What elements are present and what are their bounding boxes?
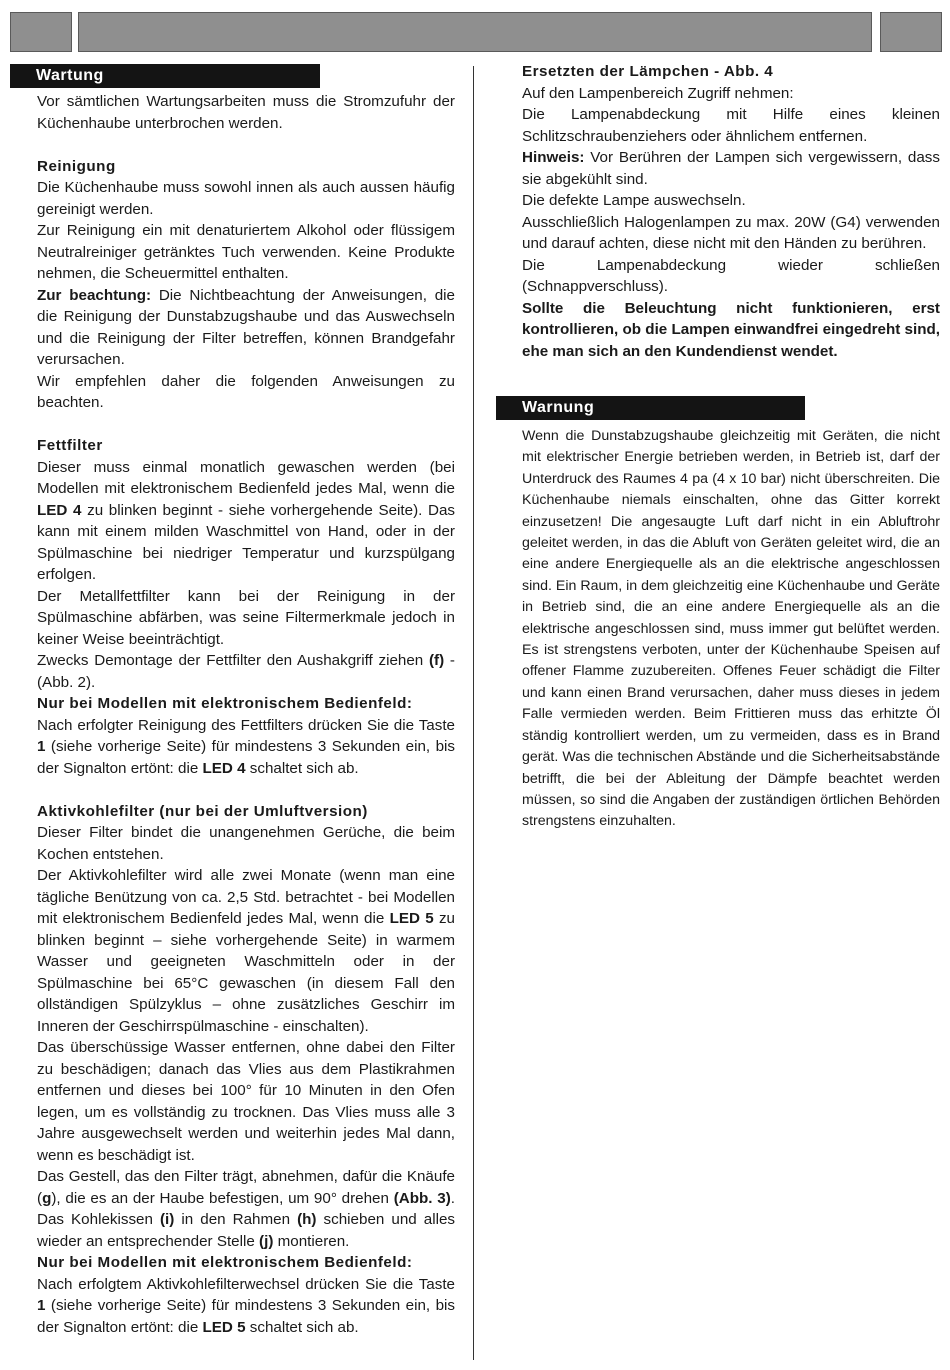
lamp-p6: Die Lampenabdeckung wieder schließen (Schnappverschluss).: [522, 256, 940, 295]
lamp-p3-label: Hinweis:: [522, 149, 585, 166]
aktiv-p2-b: zu blinken beginnt – siehe vorhergehende Seite) in warmem Wasser und geeigneten Waschmitteln oder in der Spülmaschine bei 65°C gewaschen (in diesem Fall den ollständigen Spülzyklus – ohne zusätzliches Geschirr im Inneren der Geschirrspülmaschine - einschalten).: [37, 910, 455, 1035]
right-column: [522, 61, 940, 362]
aktiv-p4-abb: (Abb. 3): [393, 1189, 451, 1207]
header-bar-right: [880, 12, 942, 52]
reinigung-p3-text: Die Nichtbeachtung der Anweisungen, die die Reinigung der Dunstabzugshaube und das Auswechseln und die Reinigung der Filter betreffen, können Brandgefahr verursachen.: [37, 286, 456, 368]
lamp-p2: Die Lampenabdeckung mit Hilfe eines kleinen Schlitzschraubenziehers oder ähnlichem entfernen.: [522, 106, 940, 145]
fettfilter-p5-led: LED 4: [202, 759, 246, 777]
aktiv-p6-c: schaltet sich ab.: [245, 1318, 359, 1336]
left-column: [37, 91, 455, 1338]
fettfilter-title: Fettfilter: [37, 437, 103, 454]
reinigung-p3: [37, 285, 455, 371]
aktiv-p1: Dieser Filter bindet die unangenehmen Gerüche, die beim Kochen entstehen.: [37, 824, 455, 863]
lamp-p4: Die defekte Lampe auswechseln.: [522, 192, 746, 209]
header-bar-left: [10, 12, 72, 52]
lamp-p1: Auf den Lampenbereich Zugriff nehmen:: [522, 84, 794, 102]
fettfilter-p1-led: LED 4: [37, 501, 82, 519]
fettfilter-p5-c: schaltet sich ab.: [245, 759, 359, 777]
aktiv-p4-d: in den Rahmen: [174, 1211, 298, 1228]
aktiv-p3: Das überschüssige Wasser entfernen, ohne dabei den Filter zu beschädigen; danach das Vlies aus dem Plastikrahmen entfernen und dieses bei 100° für 10 Minuten in den Ofen legen, um es vollständig zu trocknen. Das Vlies muss alle 3 Jahre ausgewechselt werden und weiterhin jedes Mal dann, wenn es beschädigt ist.: [37, 1039, 455, 1164]
aktiv-p6-led: LED 5: [202, 1318, 246, 1336]
lamp-p3-text: Vor Berühren der Lampen sich vergewissern, dass sie abgekühlt sind.: [522, 149, 940, 188]
fettfilter-p5-a: Nach erfolgter Reinigung des Fettfilters drücken Sie die Taste: [37, 716, 455, 734]
fettfilter-p1: [37, 457, 455, 586]
aktiv-p4-e: schieben und alles wieder an entsprechender Stelle: [37, 1211, 456, 1250]
aktiv-p4-b: ), die es an der Haube befestigen, um 90° drehen: [51, 1189, 394, 1207]
fettfilter-p3-a: Zwecks Demontage der Fettfilter den Aushakgriff ziehen: [37, 652, 429, 669]
fettfilter-p3-b: - (Abb. 2).: [37, 652, 455, 691]
aktiv-p2-led: LED 5: [389, 910, 434, 927]
fettfilter-p2: Der Metallfettfilter kann bei der Reinigung in der Spülmaschine abfärben, was seine Filtermerkmale jedoch in keiner Weise beeinträchtigt.: [37, 587, 455, 648]
aktiv-p6-a: Nach erfolgtem Aktivkohlefilterwechsel drücken Sie die Taste: [37, 1275, 455, 1293]
fettfilter-p5-1: 1: [37, 738, 46, 755]
aktiv-p4-c: . Das Kohlekissen: [37, 1189, 455, 1228]
aktiv-p2: [37, 865, 455, 1037]
fettfilter-p4: Nur bei Modellen mit elektronischem Bedienfeld:: [37, 695, 413, 712]
fettfilter-p5-b: (siehe vorherige Seite) für mindestens 3 Sekunden ein, bis der Signalton ertönt: die: [37, 738, 455, 777]
reinigung-p2: Zur Reinigung ein mit denaturiertem Alkohol oder flüssigem Neutralreiniger getränktes Tuch verwenden. Keine Produkte nehmen, die Scheuermittel enthalten.: [37, 222, 455, 282]
reinigung-p4: Wir empfehlen daher die folgenden Anweisungen zu beachten.: [37, 372, 455, 411]
lamp-p7: Sollte die Beleuchtung nicht funktionieren, erst kontrollieren, ob die Lampen einwandfrei eingedreht sind, ehe man sich an den Kundendienst wendet.: [522, 299, 940, 360]
fettfilter-p1-b: zu blinken beginnt - siehe vorhergehende Seite). Das kann mit einem milden Waschmittel von Hand, oder in der Spülmaschine bei niedriger Temperatur und kurzspülgang erfolgen.: [37, 501, 455, 583]
wartung-intro: Vor sämtlichen Wartungsarbeiten muss die Stromzufuhr der Küchenhaube unterbrochen werden.: [37, 93, 455, 132]
aktiv-p4-f: montieren.: [273, 1232, 350, 1250]
warnung-text: Wenn die Dunstabzugshaube gleichzeitig mit Geräten, die nicht mit elektrischer Energie betrieben werden, in Betrieb ist, darf der Unterdruck des Raumes 4 pa (4 x 10 bar) nicht überschreiten. Die Küchenhaube niemals einschalten, ohne das Gitter korrekt einzusetzen! Die angesaugte Luft darf nicht in ein Abluftrohr geleitet werden, in das die Abluft von Geräten geleitet wird, die an eine andere Energiequelle als an die elektrische angeschlossen sind. Ein Raum, in dem gleichzeitig eine Küchenhaube und Geräte in Betrieb sind, die an eine andere Energiequelle als an die elektrische angeschlossen sind, muss immer gut belüftet werden. Es ist strengstens verboten, unter der Küchenhaube Speisen auf offener Flamme zuzubereiten. Offenes Feuer schädigt die Filter und kann einen Brand verursachen, daher muss dieses in jedem Falle vermieden werden. Beim Frittieren muss das erhitzte Öl ständig kontrolliert werden, um zu vermeiden, dass es in Brand gerät. Was die technischen Abstände und die Sicherheitsabstände betrifft, die bei der Ableitung der Dämpfe beachtet werden müssen, so sind die Angaben der zuständigen örtlichen Behörden strengstens einzuhalten.: [522, 428, 941, 830]
column-divider: [473, 66, 474, 1360]
lamp-title: Ersetzten der Lämpchen - Abb. 4: [522, 63, 774, 80]
lamp-p3: [522, 147, 940, 190]
aktiv-p6: [37, 1274, 455, 1339]
aktiv-title: Aktivkohlefilter (nur bei der Umluftversion): [37, 802, 368, 820]
aktiv-p4-j: (j): [259, 1232, 274, 1250]
lamp-p5: Ausschließlich Halogenlampen zu max. 20W (G4) verwenden und darauf achten, diese nicht mit den Händen zu berühren.: [522, 213, 940, 252]
header-bar-center: [78, 12, 872, 52]
aktiv-p2-a: Der Aktivkohlefilter wird alle zwei Monate (wenn man eine tägliche Benützung von ca. 2,5 Std. betrachtet - bei Modellen mit elektronischem Bedienfeld jedes Mal, wenn die: [37, 867, 455, 927]
fettfilter-p3: [37, 650, 455, 693]
aktiv-p4-g: g: [42, 1189, 52, 1207]
aktiv-p5: Nur bei Modellen mit elektronischem Bedienfeld:: [37, 1254, 413, 1271]
section-heading-warnung: Warnung: [496, 396, 805, 420]
fettfilter-p5: [37, 715, 455, 780]
fettfilter-p1-a: Dieser muss einmal monatlich gewaschen werden (bei Modellen mit elektronischem Bedienfeld jedes Mal, wenn die: [37, 458, 455, 497]
reinigung-p3-label: Zur beachtung:: [37, 286, 152, 304]
reinigung-title: Reinigung: [37, 157, 116, 175]
aktiv-p4-a: Das Gestell, das den Filter trägt, abnehmen, dafür die Knäufe (: [37, 1168, 455, 1207]
reinigung-p1: Die Küchenhaube muss sowohl innen als auch aussen häufig gereinigt werden.: [37, 179, 455, 218]
section-heading-wartung: Wartung: [10, 64, 320, 88]
aktiv-p4: [37, 1166, 455, 1252]
fettfilter-p3-f: (f): [429, 652, 445, 669]
aktiv-p6-b: (siehe vorherige Seite) für mindestens 3 Sekunden ein, bis der Signalton ertönt: die: [37, 1297, 455, 1336]
aktiv-p4-h: (h): [297, 1211, 317, 1228]
aktiv-p4-i: (i): [160, 1211, 175, 1228]
aktiv-p6-1: 1: [37, 1297, 46, 1314]
